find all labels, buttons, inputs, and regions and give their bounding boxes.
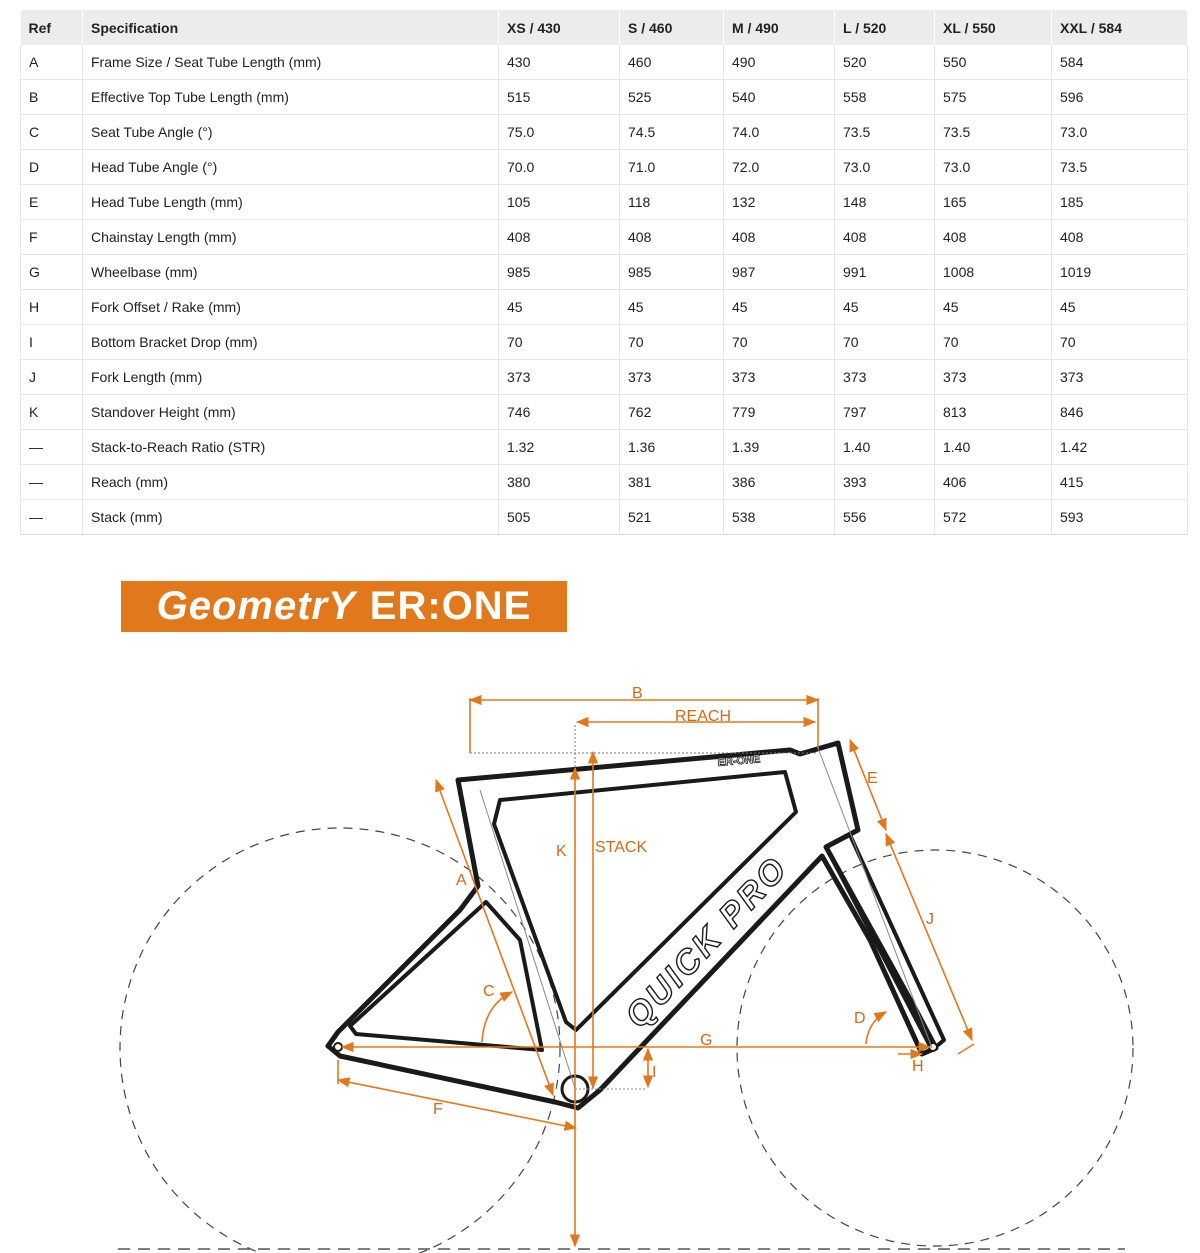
size-value-cell: 73.0 [935,150,1052,185]
size-value-cell: 71.0 [620,150,724,185]
size-value-cell: 75.0 [499,115,620,150]
label-g: G [700,1032,713,1049]
size-value-cell: 1.40 [835,430,935,465]
size-value-cell: 1.36 [620,430,724,465]
size-value-cell: 746 [499,395,620,430]
spec-cell: Fork Offset / Rake (mm) [83,290,499,325]
table-header-row [21,10,1188,45]
size-value-cell: 408 [835,220,935,255]
size-value-cell: 118 [620,185,724,220]
dim-f [338,1080,576,1128]
label-e: E [867,770,878,787]
size-value-cell: 521 [620,500,724,535]
column-header: XL / 550 [935,10,1052,45]
size-value-cell: 74.0 [724,115,835,150]
size-value-cell: 575 [935,80,1052,115]
size-value-cell: 73.5 [835,115,935,150]
size-value-cell: 73.0 [835,150,935,185]
size-value-cell: 70 [1052,325,1188,360]
size-value-cell: 70.0 [499,150,620,185]
size-value-cell: 556 [835,500,935,535]
ref-cell: J [21,360,83,395]
label-d: D [854,1010,866,1027]
column-header: L / 520 [835,10,935,45]
ref-cell: — [21,430,83,465]
column-header: XXL / 584 [1052,10,1188,45]
size-value-cell: 373 [1052,360,1188,395]
column-header: Specification [83,10,499,45]
size-value-cell: 762 [620,395,724,430]
toptube-decal: ER-ONE [717,753,761,769]
size-value-cell: 846 [1052,395,1188,430]
size-value-cell: 185 [1052,185,1188,220]
label-k: K [556,843,567,860]
ref-cell: K [21,395,83,430]
ref-cell: E [21,185,83,220]
ref-cell: H [21,290,83,325]
spec-cell: Chainstay Length (mm) [83,220,499,255]
size-value-cell: 525 [620,80,724,115]
table-row [21,80,1188,115]
table-row [21,255,1188,290]
label-reach: REACH [675,708,732,725]
label-f: F [433,1101,443,1118]
table-row [21,290,1188,325]
spec-cell: Stack-to-Reach Ratio (STR) [83,430,499,465]
column-header: S / 460 [620,10,724,45]
size-value-cell: 515 [499,80,620,115]
size-value-cell: 797 [835,395,935,430]
size-value-cell: 408 [1052,220,1188,255]
size-value-cell: 381 [620,465,724,500]
size-value-cell: 45 [935,290,1052,325]
size-value-cell: 408 [499,220,620,255]
size-value-cell: 520 [835,45,935,80]
label-j: J [926,911,934,928]
size-value-cell: 406 [935,465,1052,500]
table-row [21,150,1188,185]
table-row [21,430,1188,465]
spec-cell: Frame Size / Seat Tube Length (mm) [83,45,499,80]
size-value-cell: 373 [835,360,935,395]
ref-cell: I [21,325,83,360]
rear-axle [334,1043,342,1051]
size-value-cell: 74.5 [620,115,724,150]
ref-cell: — [21,500,83,535]
spec-cell: Wheelbase (mm) [83,255,499,290]
size-value-cell: 540 [724,80,835,115]
geometry-logo [121,581,567,632]
size-value-cell: 1.42 [1052,430,1188,465]
size-value-cell: 373 [620,360,724,395]
size-value-cell: 408 [620,220,724,255]
size-value-cell: 505 [499,500,620,535]
ref-cell: F [21,220,83,255]
frame-outline [328,743,936,1108]
size-value-cell: 105 [499,185,620,220]
label-i: I [652,1064,657,1081]
size-value-cell: 415 [1052,465,1188,500]
column-header: M / 490 [724,10,835,45]
size-value-cell: 490 [724,45,835,80]
size-value-cell: 1.39 [724,430,835,465]
label-a: A [456,872,467,889]
label-h: H [912,1058,924,1075]
fork-outline [826,835,944,1050]
ref-cell: — [21,465,83,500]
size-value-cell: 70 [935,325,1052,360]
table-body [21,45,1188,535]
size-value-cell: 373 [724,360,835,395]
size-value-cell: 73.5 [935,115,1052,150]
spec-cell: Effective Top Tube Length (mm) [83,80,499,115]
size-value-cell: 70 [499,325,620,360]
table-row [21,115,1188,150]
spec-cell: Stack (mm) [83,500,499,535]
table-row [21,360,1188,395]
size-value-cell: 72.0 [724,150,835,185]
spec-cell: Reach (mm) [83,465,499,500]
size-value-cell: 165 [935,185,1052,220]
size-value-cell: 45 [499,290,620,325]
size-value-cell: 45 [1052,290,1188,325]
size-value-cell: 1.32 [499,430,620,465]
table-row [21,465,1188,500]
ref-cell: G [21,255,83,290]
size-value-cell: 596 [1052,80,1188,115]
size-value-cell: 70 [724,325,835,360]
size-value-cell: 393 [835,465,935,500]
size-value-cell: 408 [724,220,835,255]
ref-cell: B [21,80,83,115]
label-c: C [483,983,495,1000]
size-value-cell: 550 [935,45,1052,80]
ref-cell: C [21,115,83,150]
size-value-cell: 1019 [1052,255,1188,290]
size-value-cell: 73.0 [1052,115,1188,150]
logo-model-text: ER:ONE [369,584,532,628]
rear-wheel [120,828,560,1253]
dim-d [866,1012,886,1044]
size-value-cell: 813 [935,395,1052,430]
size-value-cell: 985 [620,255,724,290]
size-value-cell: 584 [1052,45,1188,80]
size-value-cell: 1.40 [935,430,1052,465]
size-value-cell: 991 [835,255,935,290]
size-value-cell: 45 [835,290,935,325]
size-value-cell: 987 [724,255,835,290]
size-value-cell: 45 [620,290,724,325]
size-value-cell: 593 [1052,500,1188,535]
table-row [21,395,1188,430]
size-value-cell: 45 [724,290,835,325]
size-value-cell: 1008 [935,255,1052,290]
ref-cell: A [21,45,83,80]
size-value-cell: 148 [835,185,935,220]
ref-cell: D [21,150,83,185]
spec-cell: Seat Tube Angle (°) [83,115,499,150]
table-row [21,220,1188,255]
size-value-cell: 132 [724,185,835,220]
label-stack: STACK [595,839,648,856]
frame-geometry-diagram [0,640,1200,1253]
size-value-cell: 373 [935,360,1052,395]
size-value-cell: 460 [620,45,724,80]
spec-cell: Head Tube Length (mm) [83,185,499,220]
table-row [21,45,1188,80]
column-header: XS / 430 [499,10,620,45]
geometry-table [20,10,1188,535]
size-value-cell: 408 [935,220,1052,255]
size-value-cell: 538 [724,500,835,535]
column-header: Ref [21,10,83,45]
size-value-cell: 386 [724,465,835,500]
table-row [21,500,1188,535]
size-value-cell: 70 [620,325,724,360]
spec-cell: Standover Height (mm) [83,395,499,430]
label-b: B [632,685,643,702]
size-value-cell: 373 [499,360,620,395]
table-row [21,325,1188,360]
logo-geometry-text: GeometrY [156,584,356,628]
size-value-cell: 779 [724,395,835,430]
table-row [21,185,1188,220]
size-value-cell: 985 [499,255,620,290]
size-value-cell: 572 [935,500,1052,535]
spec-cell: Bottom Bracket Drop (mm) [83,325,499,360]
downtube-decal: QUICK PRO [618,848,796,1036]
spec-cell: Fork Length (mm) [83,360,499,395]
size-value-cell: 380 [499,465,620,500]
size-value-cell: 70 [835,325,935,360]
size-value-cell: 558 [835,80,935,115]
spec-cell: Head Tube Angle (°) [83,150,499,185]
size-value-cell: 73.5 [1052,150,1188,185]
size-value-cell: 430 [499,45,620,80]
